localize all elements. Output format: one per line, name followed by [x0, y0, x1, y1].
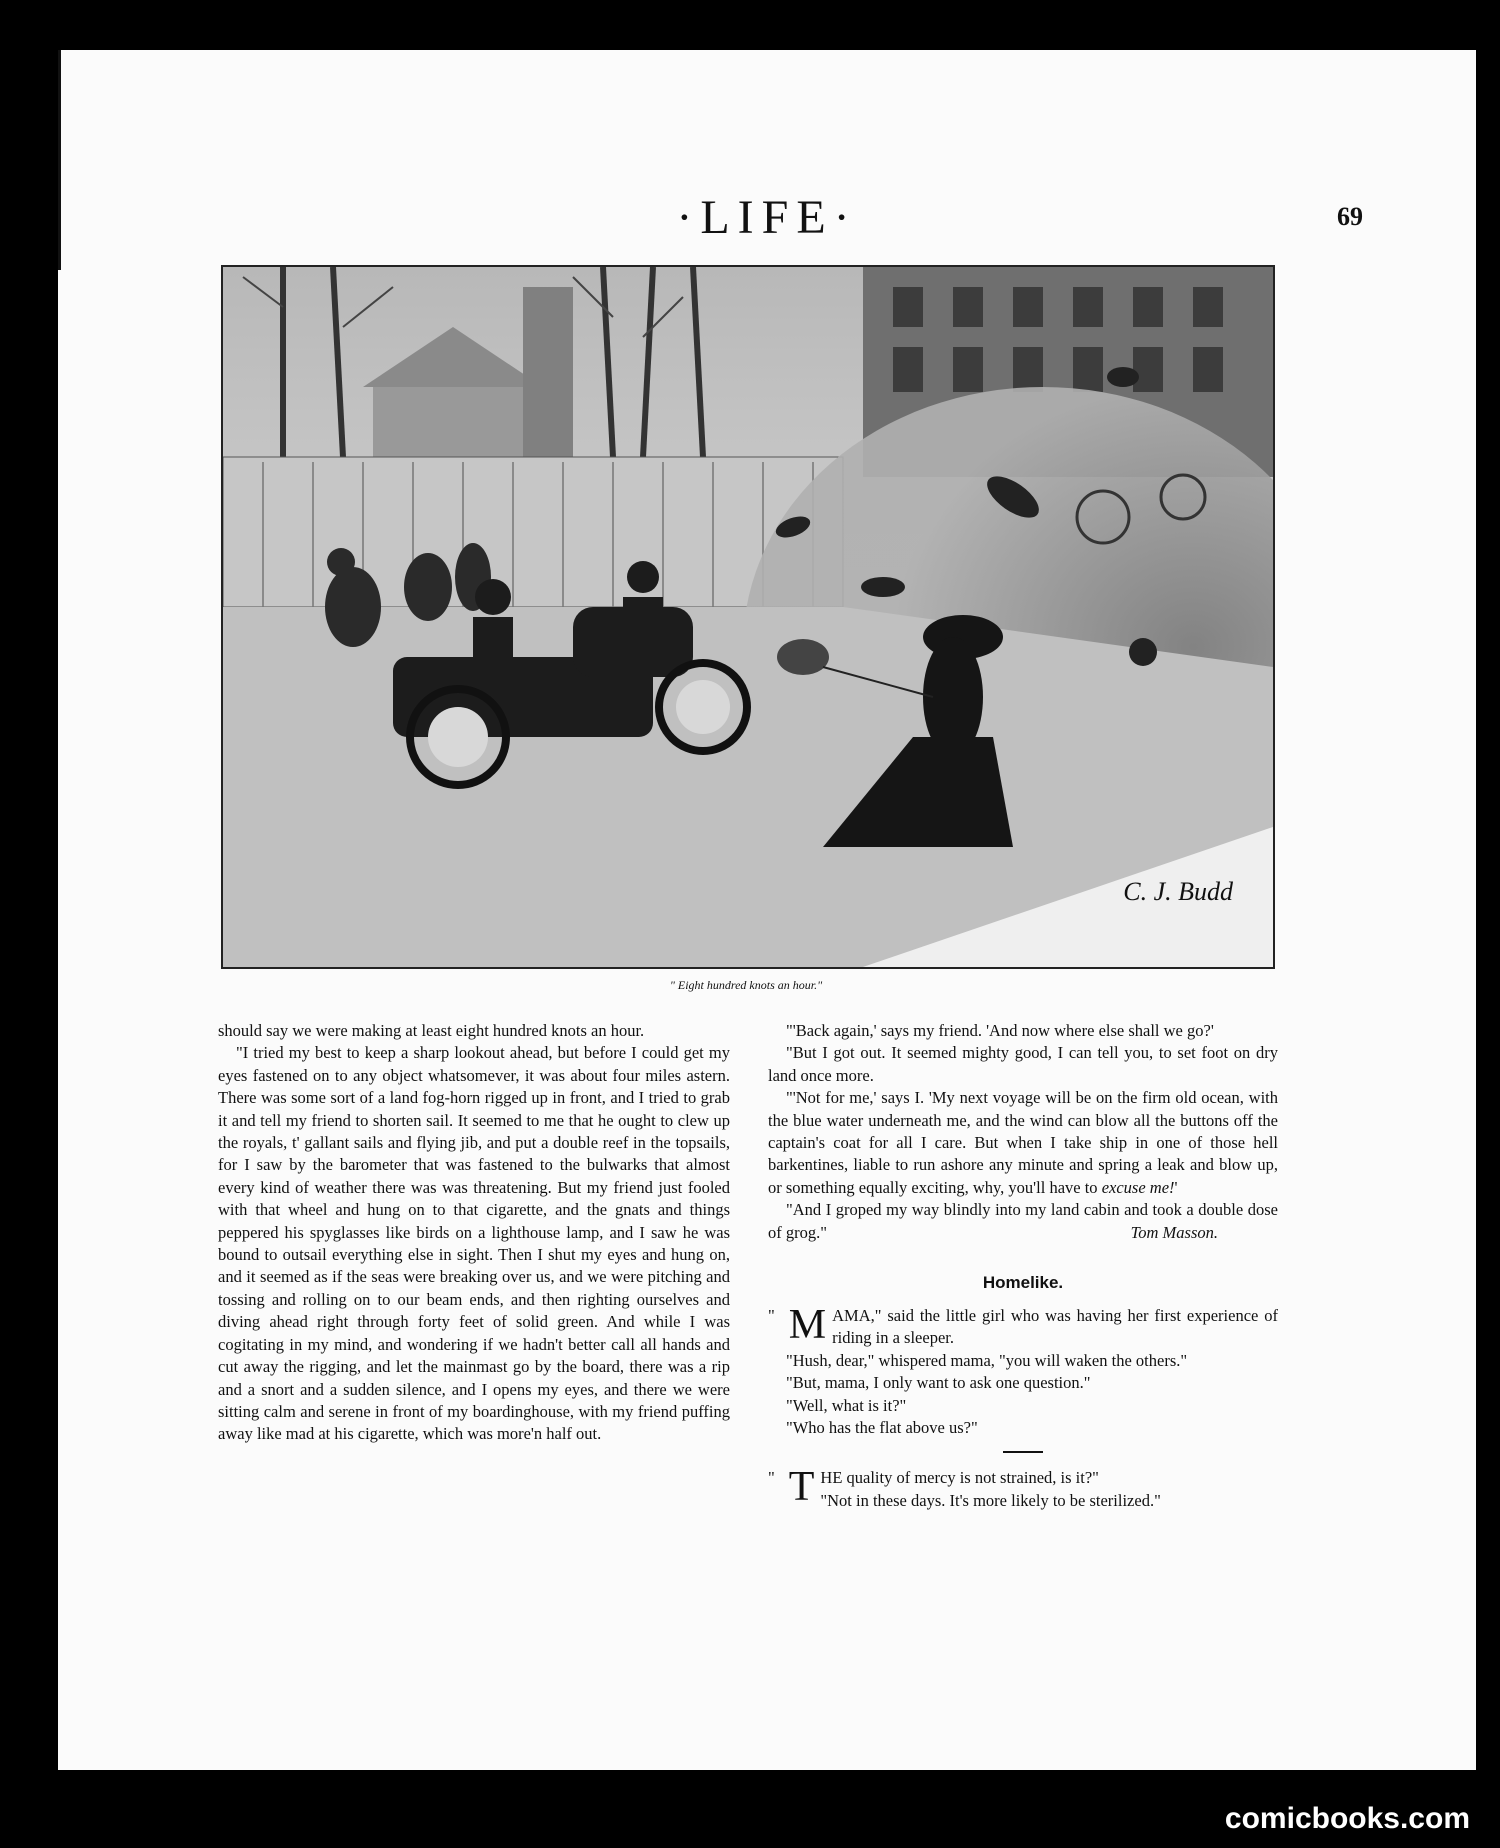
paragraph — [768, 1087, 1278, 1199]
page-number: 69 — [1337, 202, 1363, 231]
article-heading: Homelike. — [982, 1273, 1064, 1293]
magazine-page — [58, 50, 1476, 1770]
illustration-caption: " Eight hundred knots an hour." — [669, 978, 823, 992]
drop-cap: M — [788, 1301, 827, 1348]
left-column — [218, 1020, 730, 1446]
italic-phrase: excuse me! — [1101, 1177, 1175, 1197]
paragraph: "Well, what is it?" — [786, 1395, 907, 1415]
paragraph — [768, 1301, 1278, 1350]
right-column — [768, 1020, 1278, 1512]
drop-cap: T — [788, 1464, 815, 1511]
page-header — [58, 190, 1476, 250]
text-run: "'Not for me,' says I. 'My next voyage will be on the firm old ocean, with the blue water underneath me, and the wind can blow all the buttons off the captain's coat for all I care. But when I take ship in one of those hell barkentines, liable to run ashore any minute and spring a leak and blow up, or something equally exciting, why, you'll have to — [768, 1088, 1278, 1197]
artist-signature: C. J. Budd — [1123, 877, 1233, 906]
text-run: HE quality of mercy is not strained, is it?" — [820, 1468, 1099, 1488]
open-quote: " — [768, 1468, 775, 1488]
text-run: ' — [1174, 1177, 1178, 1197]
paragraph: should say we were making at least eight hundred knots an hour. — [218, 1021, 645, 1040]
paragraph: "Who has the flat above us?" — [786, 1417, 978, 1437]
illustration — [221, 265, 1275, 969]
text-run: AMA," said the little girl who was having her first experience of riding in a sleeper. — [832, 1305, 1278, 1348]
paragraph: "'Back again,' says my friend. 'And now where else shall we go?' — [786, 1021, 1214, 1040]
open-quote: " — [768, 1305, 775, 1325]
paragraph: "Not in these days. It's more likely to be sterilized." — [820, 1490, 1161, 1510]
masthead: ·LIFE· — [676, 191, 858, 244]
paragraph: "Hush, dear," whispered mama, "you will waken the others." — [786, 1350, 1188, 1370]
automobile-scene-drawing — [223, 267, 1273, 967]
watermark: comicbooks.com — [1224, 1802, 1470, 1835]
author-credit: Tom Masson. — [1130, 1223, 1218, 1243]
paragraph: "And I groped my way blindly into my land cabin and took a double dose of grog." — [768, 1200, 1278, 1242]
paragraph: "But, mama, I only want to ask one question." — [786, 1373, 1091, 1393]
paragraph: "I tried my best to keep a sharp lookout ahead, but before I could get my eyes fastened on to any object whatsomever, it was about four miles astern. There was some sort of a land fog-horn rigged up in front, and I tried to grab it and tell my friend to shorten sail. It seemed to me that he ought to clew up the royals, t' gallant sails and flying jib, and put a double reef in the topsails, for I saw by the barometer that was fastened to the bulwarks that almost every kind of weather there was was threatening. But my friend just fooled with that wheel and hung on to that cigarette, and the gnats and things peppered his spyglasses like birds on a lighthouse lamp, and I saw he was bound to outsail everything else in sight. Then I shut my eyes and hung on, and it seemed as if the seas were breaking over us, and we were pitching and tossing and rolling on to our beam ends, and then righting ourselves and diving ahead right through forty feet of solid green. And while I was cogitating in my mind, and wondering if we hadn't better call all hands and cut away the rigging, and let the mainmast go by the board, there was a rip and a snort and a sudden silence, and I opens my eyes, and there we were sitting calm and serene in front of my boardinghouse, with my friend puffing away like mad at his cigarette, which was more'n half out. — [218, 1043, 730, 1444]
paragraph: "But I got out. It seemed mighty good, I can tell you, to set foot on dry land once more. — [768, 1043, 1278, 1085]
section-divider — [1003, 1451, 1043, 1453]
